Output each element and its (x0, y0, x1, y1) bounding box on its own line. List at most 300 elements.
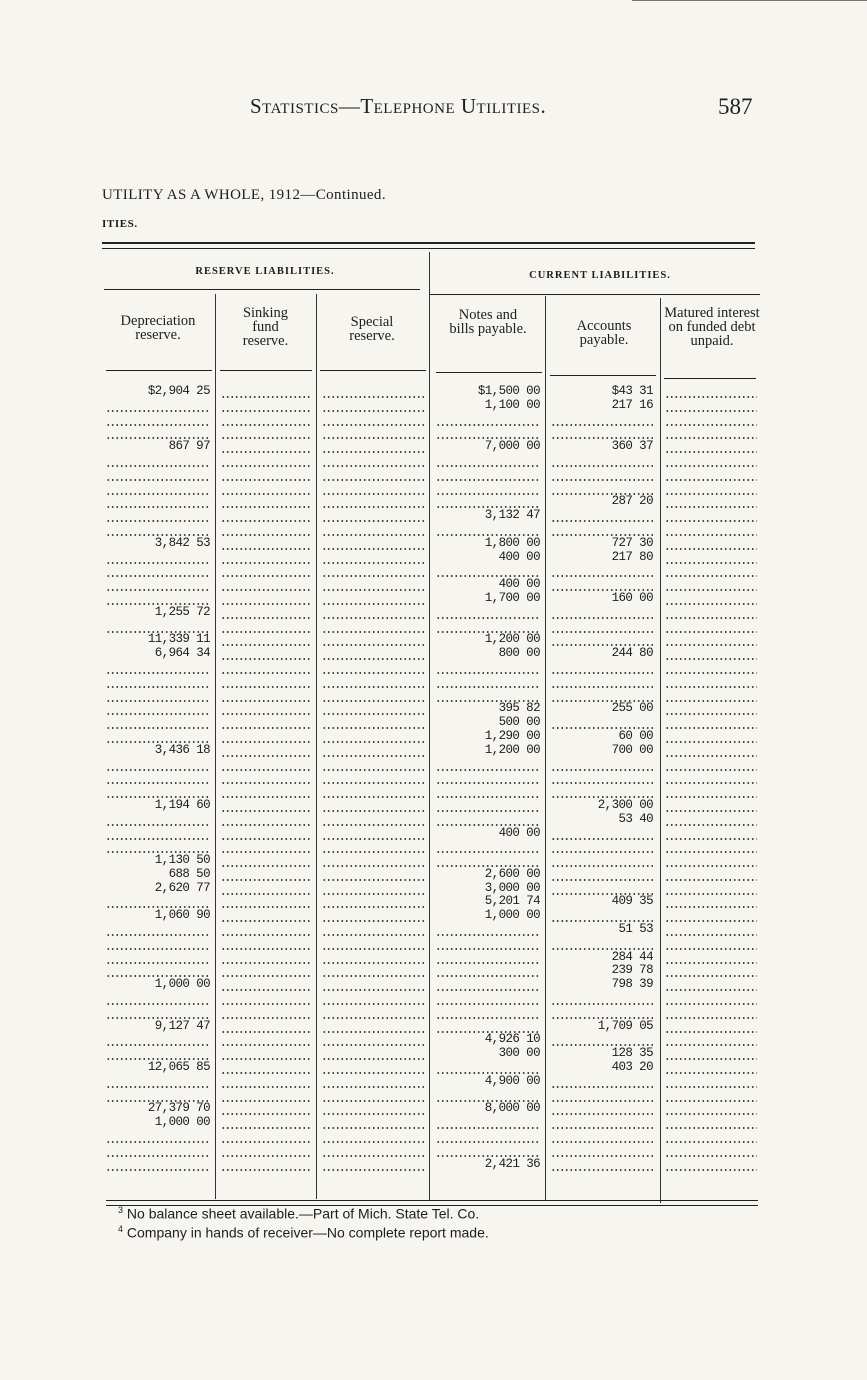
table-cell-matured-9 (665, 509, 757, 523)
table-cell-notes-11: 1,800 00 (484, 536, 540, 550)
group-header-reserve: RESERVE LIABILITIES. (195, 266, 335, 277)
table-cell-sinking-29 (221, 785, 311, 799)
table-cell-accounts-0: $43 31 (611, 385, 653, 398)
table-cell-sinking-38 (221, 909, 311, 923)
table-cell-special-55 (322, 1144, 426, 1158)
table-cell-notes-28 (436, 771, 540, 785)
table-cell-notes-6 (436, 468, 540, 482)
table-cell-notes-27 (436, 758, 540, 772)
table-cell-sinking-10 (221, 523, 311, 537)
table-cell-sinking-47 (221, 1033, 311, 1047)
table-cell-matured-34 (665, 854, 757, 868)
table-cell-accounts-34 (551, 854, 653, 868)
table-cell-sinking-22 (221, 689, 311, 703)
column-matured-interest (665, 385, 757, 1171)
table-cell-notes-7 (436, 482, 540, 496)
table-cell-special-42 (322, 964, 426, 978)
table-cell-special-4 (322, 440, 426, 454)
table-cell-special-27 (322, 758, 426, 772)
table-cell-sinking-13 (221, 564, 311, 578)
table-cell-depreciation-34: 1,130 50 (154, 854, 210, 868)
table-cell-notes-24: 500 00 (498, 716, 540, 730)
table-cell-notes-30 (436, 799, 540, 813)
table-cell-special-1 (322, 399, 426, 413)
table-cell-accounts-56 (551, 1158, 653, 1172)
table-cell-matured-32 (665, 827, 757, 841)
header-special-reserve: Special reserve. (349, 314, 395, 344)
table-cell-accounts-53 (551, 1116, 653, 1130)
table-cell-matured-17 (665, 620, 757, 634)
table-cell-notes-35: 2,600 00 (484, 867, 540, 881)
table-cell-notes-53 (436, 1116, 540, 1130)
table-cell-accounts-25: 60 00 (618, 729, 653, 743)
table-cell-accounts-11: 727 30 (611, 536, 653, 550)
column-divider-3 (429, 252, 430, 1200)
table-cell-notes-2 (436, 413, 540, 427)
table-cell-matured-27 (665, 758, 757, 772)
header-sinking-fund-reserve: Sinking fund reserve. (242, 305, 289, 349)
table-cell-notes-49 (436, 1061, 540, 1075)
table-cell-matured-3 (665, 426, 757, 440)
table-cell-accounts-48: 128 35 (611, 1047, 653, 1061)
table-cell-matured-20 (665, 661, 757, 675)
table-subtitle-fragment: ITIES. (102, 218, 138, 230)
table-cell-sinking-55 (221, 1144, 311, 1158)
table-cell-sinking-34 (221, 854, 311, 868)
table-cell-matured-21 (665, 675, 757, 689)
table-cell-notes-31 (436, 813, 540, 827)
header-accounts-payable: Accounts payable. (576, 318, 632, 348)
table-cell-matured-52 (665, 1102, 757, 1116)
table-cell-matured-22 (665, 689, 757, 703)
table-cell-notes-52: 8,000 00 (484, 1102, 540, 1116)
table-cell-matured-16 (665, 606, 757, 620)
table-cell-depreciation-0: $2,904 25 (147, 385, 210, 398)
table-cell-accounts-47 (551, 1033, 653, 1047)
table-cell-notes-13 (436, 564, 540, 578)
table-cell-accounts-15: 160 00 (611, 591, 653, 605)
table-cell-accounts-8: 287 20 (611, 495, 653, 509)
table-cell-special-30 (322, 799, 426, 813)
table-cell-depreciation-50 (106, 1075, 210, 1089)
table-cell-matured-38 (665, 909, 757, 923)
table-cell-depreciation-41 (106, 951, 210, 965)
table-cell-depreciation-7 (106, 482, 210, 496)
table-cell-sinking-33 (221, 840, 311, 854)
table-cell-special-3 (322, 426, 426, 440)
top-double-rule-a (102, 242, 755, 244)
table-cell-special-41 (322, 951, 426, 965)
table-cell-special-21 (322, 675, 426, 689)
table-cell-special-54 (322, 1130, 426, 1144)
table-cell-matured-26 (665, 744, 757, 758)
table-cell-sinking-11 (221, 537, 311, 551)
table-subtitle: UTILITY AS A WHOLE, 1912—Continued. (102, 187, 386, 203)
table-cell-matured-53 (665, 1116, 757, 1130)
table-cell-special-48 (322, 1047, 426, 1061)
table-cell-special-0 (322, 385, 426, 399)
table-cell-special-51 (322, 1089, 426, 1103)
table-cell-depreciation-46: 9,127 47 (154, 1019, 210, 1033)
table-cell-depreciation-26: 3,436 18 (154, 743, 210, 757)
table-cell-matured-10 (665, 523, 757, 537)
table-cell-accounts-4: 360 37 (611, 440, 653, 454)
table-cell-notes-33 (436, 840, 540, 854)
table-cell-depreciation-30: 1,194 60 (154, 798, 210, 812)
table-cell-sinking-56 (221, 1158, 311, 1172)
table-cell-notes-55 (436, 1144, 540, 1158)
table-cell-matured-7 (665, 482, 757, 496)
top-edge-rule (632, 0, 867, 1)
table-cell-depreciation-49: 12,065 85 (147, 1061, 210, 1075)
table-cell-matured-54 (665, 1130, 757, 1144)
table-cell-sinking-53 (221, 1116, 311, 1130)
table-cell-sinking-15 (221, 592, 311, 606)
table-cell-sinking-40 (221, 937, 311, 951)
table-cell-depreciation-31 (106, 813, 210, 827)
table-cell-depreciation-43: 1,000 00 (154, 978, 210, 992)
header-rule-sinking (220, 370, 312, 371)
table-cell-accounts-51 (551, 1089, 653, 1103)
table-cell-special-15 (322, 592, 426, 606)
column-special-reserve (322, 385, 426, 1171)
table-cell-special-11 (322, 537, 426, 551)
table-cell-depreciation-47 (106, 1033, 210, 1047)
table-cell-special-34 (322, 854, 426, 868)
table-cell-matured-11 (665, 537, 757, 551)
table-cell-sinking-27 (221, 758, 311, 772)
table-cell-sinking-2 (221, 413, 311, 427)
table-cell-special-8 (322, 495, 426, 509)
header-rule-depreciation (106, 370, 212, 371)
bottom-rule (106, 1200, 758, 1201)
table-cell-sinking-8 (221, 495, 311, 509)
table-cell-depreciation-21 (106, 675, 210, 689)
table-cell-depreciation-14 (106, 578, 210, 592)
table-cell-matured-39 (665, 923, 757, 937)
table-cell-special-22 (322, 689, 426, 703)
table-cell-special-24 (322, 716, 426, 730)
table-cell-notes-0: $1,500 00 (477, 385, 540, 398)
table-cell-matured-31 (665, 813, 757, 827)
table-cell-sinking-42 (221, 964, 311, 978)
table-cell-notes-19: 800 00 (498, 647, 540, 661)
table-cell-sinking-24 (221, 716, 311, 730)
table-cell-depreciation-15 (106, 592, 210, 606)
table-cell-special-26 (322, 744, 426, 758)
table-cell-matured-24 (665, 716, 757, 730)
table-cell-accounts-21 (551, 675, 653, 689)
table-cell-accounts-42: 239 78 (611, 964, 653, 978)
table-cell-accounts-17 (551, 620, 653, 634)
table-cell-matured-45 (665, 1006, 757, 1020)
table-cell-special-5 (322, 454, 426, 468)
column-notes-bills-payable (436, 385, 540, 1171)
table-cell-notes-17 (436, 620, 540, 634)
table-cell-accounts-55 (551, 1144, 653, 1158)
table-cell-depreciation-22 (106, 689, 210, 703)
table-cell-depreciation-54 (106, 1130, 210, 1144)
footnote-4 (118, 1222, 489, 1241)
table-cell-matured-56 (665, 1158, 757, 1172)
table-cell-depreciation-18: 11,339 11 (147, 633, 210, 647)
table-cell-notes-40 (436, 937, 540, 951)
table-cell-special-7 (322, 482, 426, 496)
table-cell-accounts-36 (551, 882, 653, 896)
table-cell-accounts-2 (551, 413, 653, 427)
table-cell-depreciation-48 (106, 1047, 210, 1061)
table-cell-accounts-10 (551, 523, 653, 537)
table-cell-matured-0 (665, 385, 757, 399)
header-rule-notes (436, 372, 542, 373)
table-cell-depreciation-11: 3,842 53 (154, 536, 210, 550)
table-cell-special-45 (322, 1006, 426, 1020)
table-cell-depreciation-20 (106, 661, 210, 675)
column-divider-5 (660, 298, 661, 1203)
table-cell-sinking-28 (221, 771, 311, 785)
table-cell-notes-3 (436, 426, 540, 440)
table-cell-accounts-38 (551, 909, 653, 923)
table-cell-matured-49 (665, 1061, 757, 1075)
table-cell-special-56 (322, 1158, 426, 1172)
table-cell-special-52 (322, 1102, 426, 1116)
table-cell-accounts-40 (551, 937, 653, 951)
table-cell-depreciation-23 (106, 702, 210, 716)
column-divider-1 (215, 294, 216, 1199)
table-cell-sinking-18 (221, 633, 311, 647)
table-cell-special-13 (322, 564, 426, 578)
table-cell-special-35 (322, 868, 426, 882)
table-cell-special-32 (322, 827, 426, 841)
table-cell-accounts-54 (551, 1130, 653, 1144)
table-cell-depreciation-56 (106, 1158, 210, 1172)
table-cell-sinking-41 (221, 951, 311, 965)
table-cell-depreciation-35: 688 50 (168, 867, 210, 881)
table-cell-special-25 (322, 730, 426, 744)
table-cell-sinking-31 (221, 813, 311, 827)
table-cell-depreciation-17 (106, 620, 210, 634)
table-cell-depreciation-3 (106, 426, 210, 440)
table-cell-sinking-4 (221, 440, 311, 454)
table-cell-notes-47: 4,926 10 (484, 1033, 540, 1047)
table-cell-sinking-12 (221, 551, 311, 565)
table-cell-matured-33 (665, 840, 757, 854)
table-cell-notes-54 (436, 1130, 540, 1144)
page-number: 587 (718, 94, 753, 119)
table-cell-sinking-14 (221, 578, 311, 592)
table-cell-accounts-5 (551, 454, 653, 468)
table-cell-special-46 (322, 1020, 426, 1034)
table-cell-accounts-35 (551, 868, 653, 882)
table-cell-notes-38: 1,000 00 (484, 909, 540, 923)
table-cell-depreciation-51 (106, 1089, 210, 1103)
table-cell-accounts-29 (551, 785, 653, 799)
table-cell-sinking-23 (221, 702, 311, 716)
table-cell-matured-30 (665, 799, 757, 813)
column-depreciation-reserve (106, 385, 210, 1171)
table-cell-matured-43 (665, 978, 757, 992)
header-notes-bills-payable: Notes and bills payable. (449, 307, 527, 337)
table-cell-matured-19 (665, 647, 757, 661)
table-cell-special-12 (322, 551, 426, 565)
group-header-current: CURRENT LIABILITIES. (529, 270, 671, 281)
table-cell-depreciation-24 (106, 716, 210, 730)
table-cell-notes-4: 7,000 00 (484, 440, 540, 454)
table-cell-notes-42 (436, 964, 540, 978)
table-cell-depreciation-27 (106, 758, 210, 772)
table-cell-matured-50 (665, 1075, 757, 1089)
table-cell-matured-12 (665, 551, 757, 565)
table-cell-depreciation-29 (106, 785, 210, 799)
table-cell-matured-47 (665, 1033, 757, 1047)
table-cell-notes-26: 1,200 00 (484, 743, 540, 757)
table-cell-notes-9: 3,132 47 (484, 509, 540, 523)
header-depreciation-reserve: Depreciation reserve. (120, 313, 196, 343)
table-cell-sinking-5 (221, 454, 311, 468)
table-cell-accounts-6 (551, 468, 653, 482)
table-cell-accounts-31: 53 40 (618, 812, 653, 826)
table-cell-notes-44 (436, 992, 540, 1006)
footnote-3-text: No balance sheet available.—Part of Mich. State Tel. Co. (126, 1205, 480, 1222)
table-cell-notes-37: 5,201 74 (484, 895, 540, 909)
table-cell-special-9 (322, 509, 426, 523)
table-cell-sinking-1 (221, 399, 311, 413)
table-cell-notes-10 (436, 523, 540, 537)
table-cell-sinking-51 (221, 1089, 311, 1103)
table-cell-depreciation-55 (106, 1144, 210, 1158)
table-cell-special-38 (322, 909, 426, 923)
table-cell-matured-40 (665, 937, 757, 951)
table-cell-sinking-46 (221, 1020, 311, 1034)
footnote-3 (118, 1203, 489, 1222)
header-rule-special (320, 370, 426, 371)
table-cell-depreciation-52: 27,379 70 (147, 1102, 210, 1116)
header-matured-interest: Matured interest on funded debt unpaid. (664, 305, 760, 349)
table-cell-matured-8 (665, 495, 757, 509)
table-cell-depreciation-8 (106, 495, 210, 509)
table-cell-special-17 (322, 620, 426, 634)
table-cell-accounts-39: 51 53 (618, 923, 653, 937)
table-cell-special-39 (322, 923, 426, 937)
table-cell-sinking-43 (221, 978, 311, 992)
table-cell-notes-39 (436, 923, 540, 937)
table-cell-sinking-32 (221, 827, 311, 841)
table-cell-accounts-50 (551, 1075, 653, 1089)
table-cell-notes-41 (436, 951, 540, 965)
table-cell-depreciation-45 (106, 1006, 210, 1020)
table-cell-depreciation-28 (106, 771, 210, 785)
table-cell-accounts-1: 217 16 (611, 398, 653, 412)
table-cell-special-18 (322, 633, 426, 647)
table-cell-depreciation-10 (106, 523, 210, 537)
table-cell-matured-44 (665, 992, 757, 1006)
table-cell-sinking-54 (221, 1130, 311, 1144)
table-cell-sinking-19 (221, 647, 311, 661)
table-cell-sinking-45 (221, 1006, 311, 1020)
table-cell-sinking-35 (221, 868, 311, 882)
table-cell-matured-5 (665, 454, 757, 468)
table-cell-accounts-44 (551, 992, 653, 1006)
table-cell-notes-16 (436, 606, 540, 620)
table-cell-accounts-28 (551, 771, 653, 785)
column-accounts-payable (551, 385, 653, 1171)
table-cell-special-47 (322, 1033, 426, 1047)
table-cell-sinking-3 (221, 426, 311, 440)
table-cell-notes-8 (436, 495, 540, 509)
table-cell-special-14 (322, 578, 426, 592)
table-cell-special-53 (322, 1116, 426, 1130)
table-cell-accounts-46: 1,709 05 (597, 1019, 653, 1033)
column-sinking-fund-reserve (221, 385, 311, 1171)
table-cell-accounts-19: 244 80 (611, 647, 653, 661)
table-cell-notes-32: 400 00 (498, 826, 540, 840)
table-cell-notes-51 (436, 1089, 540, 1103)
table-cell-special-43 (322, 978, 426, 992)
table-cell-matured-6 (665, 468, 757, 482)
table-cell-accounts-43: 798 39 (611, 978, 653, 992)
table-cell-special-23 (322, 702, 426, 716)
table-cell-accounts-12: 217 80 (611, 550, 653, 564)
table-cell-depreciation-5 (106, 454, 210, 468)
table-cell-accounts-30: 2,300 00 (597, 798, 653, 812)
table-cell-matured-41 (665, 951, 757, 965)
table-cell-special-31 (322, 813, 426, 827)
table-cell-sinking-16 (221, 606, 311, 620)
table-cell-sinking-50 (221, 1075, 311, 1089)
table-cell-notes-1: 1,100 00 (484, 398, 540, 412)
table-cell-matured-4 (665, 440, 757, 454)
table-cell-matured-46 (665, 1020, 757, 1034)
table-cell-sinking-30 (221, 799, 311, 813)
table-cell-notes-48: 300 00 (498, 1047, 540, 1061)
table-cell-matured-29 (665, 785, 757, 799)
table-cell-depreciation-13 (106, 564, 210, 578)
table-cell-matured-13 (665, 564, 757, 578)
table-cell-notes-50: 4,900 00 (484, 1074, 540, 1088)
table-cell-matured-51 (665, 1089, 757, 1103)
running-title: Statistics—Telephone Utilities. (250, 94, 547, 118)
table-cell-special-50 (322, 1075, 426, 1089)
header-rule-accounts (550, 375, 656, 376)
table-cell-notes-23: 395 82 (498, 702, 540, 716)
header-rule-matured (664, 378, 756, 379)
table-cell-special-40 (322, 937, 426, 951)
footnote-3-mark: 3 (118, 1205, 124, 1215)
table-cell-notes-22 (436, 689, 540, 703)
table-cell-accounts-3 (551, 426, 653, 440)
table-cell-matured-23 (665, 702, 757, 716)
table-cell-sinking-7 (221, 482, 311, 496)
table-cell-accounts-14 (551, 578, 653, 592)
table-cell-matured-55 (665, 1144, 757, 1158)
table-cell-matured-1 (665, 399, 757, 413)
reserve-group-rule (104, 289, 420, 290)
table-cell-depreciation-19: 6,964 34 (154, 647, 210, 661)
table-cell-matured-48 (665, 1047, 757, 1061)
table-cell-depreciation-9 (106, 509, 210, 523)
table-cell-accounts-32 (551, 827, 653, 841)
table-cell-matured-28 (665, 771, 757, 785)
table-cell-special-49 (322, 1061, 426, 1075)
table-cell-sinking-9 (221, 509, 311, 523)
table-cell-notes-21 (436, 675, 540, 689)
table-cell-notes-46 (436, 1020, 540, 1034)
table-cell-accounts-20 (551, 661, 653, 675)
table-cell-special-20 (322, 661, 426, 675)
table-cell-matured-37 (665, 895, 757, 909)
table-cell-depreciation-42 (106, 964, 210, 978)
table-cell-sinking-21 (221, 675, 311, 689)
